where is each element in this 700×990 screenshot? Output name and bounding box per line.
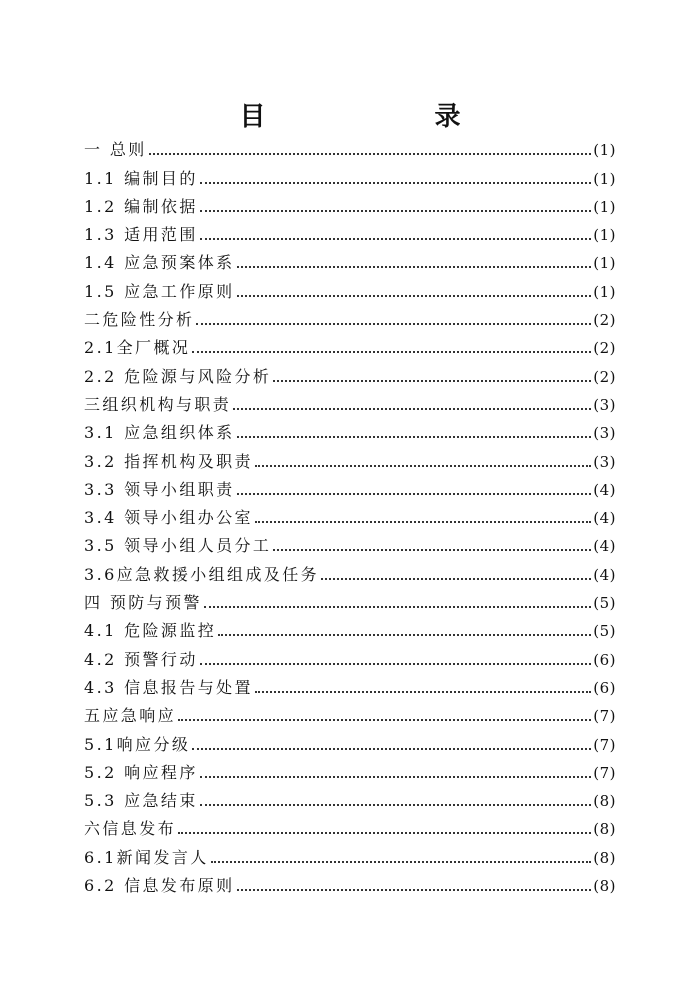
dot-leader xyxy=(149,136,592,164)
entry-page-number: (5) xyxy=(593,594,616,613)
toc-entry xyxy=(84,221,616,249)
entry-label: 二危险性分析 xyxy=(84,310,195,330)
entry-label: 1.4 应急预案体系 xyxy=(84,253,235,273)
toc-entry xyxy=(84,787,616,815)
dot-leader xyxy=(192,731,591,759)
entry-label: 1.2 编制依据 xyxy=(84,196,198,216)
dot-leader xyxy=(255,674,591,702)
entry-page-number: (3) xyxy=(593,395,616,414)
entry-label: 2.2 危险源与风险分析 xyxy=(84,366,272,386)
toc-entry xyxy=(84,277,616,305)
entry-label: 3.4 领导小组办公室 xyxy=(84,508,253,528)
toc-entry xyxy=(84,843,616,871)
entry-page-number: (8) xyxy=(593,820,616,839)
dot-leader xyxy=(218,617,591,645)
entry-label: 5.1响应分级 xyxy=(84,734,191,754)
entry-label: 1.1 编制目的 xyxy=(84,168,198,188)
entry-page-number: (4) xyxy=(593,537,616,556)
dot-leader xyxy=(200,646,592,674)
dot-leader xyxy=(200,165,592,193)
entry-label: 六信息发布 xyxy=(84,819,177,839)
dot-leader xyxy=(211,844,592,872)
entry-page-number: (1) xyxy=(593,226,616,245)
dot-leader xyxy=(200,787,592,815)
dot-leader xyxy=(273,532,591,560)
toc-entry xyxy=(84,617,616,645)
entry-label: 5.2 响应程序 xyxy=(84,762,198,782)
entry-page-number: (6) xyxy=(593,650,616,669)
entry-page-number: (8) xyxy=(593,877,616,896)
toc-entry xyxy=(84,419,616,447)
entry-page-number: (4) xyxy=(593,509,616,528)
dot-leader xyxy=(237,476,592,504)
entry-page-number: (4) xyxy=(593,480,616,499)
entry-label: 五应急响应 xyxy=(84,706,177,726)
entry-page-number: (2) xyxy=(593,339,616,358)
dot-leader xyxy=(200,221,592,249)
dot-leader xyxy=(196,306,591,334)
dot-leader xyxy=(237,249,592,277)
dot-leader xyxy=(237,419,592,447)
entry-label: 一 总则 xyxy=(84,140,147,160)
entry-page-number: (1) xyxy=(593,169,616,188)
entry-page-number: (7) xyxy=(593,763,616,782)
dot-leader xyxy=(192,334,591,362)
dot-leader xyxy=(255,448,591,476)
entry-label: 6.2 信息发布原则 xyxy=(84,876,235,896)
entry-label: 5.3 应急结束 xyxy=(84,791,198,811)
entry-label: 3.6应急救援小组组成及任务 xyxy=(84,564,320,584)
dot-leader xyxy=(178,815,591,843)
entry-page-number: (3) xyxy=(593,424,616,443)
entry-label: 1.5 应急工作原则 xyxy=(84,281,235,301)
toc-entry xyxy=(84,334,616,362)
toc-entry xyxy=(84,815,616,843)
dot-leader xyxy=(178,702,591,730)
toc-entry xyxy=(84,872,616,900)
dot-leader xyxy=(200,193,592,221)
toc-entry xyxy=(84,476,616,504)
entry-label: 3.1 应急组织体系 xyxy=(84,423,235,443)
toc-entry xyxy=(84,391,616,419)
entry-label: 3.2 指挥机构及职责 xyxy=(84,451,253,471)
entry-label: 四 预防与预警 xyxy=(84,593,202,613)
entry-label: 1.3 适用范围 xyxy=(84,225,198,245)
entry-page-number: (7) xyxy=(593,735,616,754)
toc-entry xyxy=(84,532,616,560)
toc-entry xyxy=(84,730,616,758)
entry-label: 2.1全厂概况 xyxy=(84,338,191,358)
toc-entry xyxy=(84,193,616,221)
toc-entry xyxy=(84,164,616,192)
toc-entry xyxy=(84,249,616,277)
entry-page-number: (1) xyxy=(593,141,616,160)
entry-label: 3.5 领导小组人员分工 xyxy=(84,536,272,556)
toc-entry xyxy=(84,674,616,702)
entry-label: 6.1新闻发言人 xyxy=(84,847,209,867)
dot-leader xyxy=(204,589,591,617)
entry-page-number: (1) xyxy=(593,197,616,216)
toc-entry xyxy=(84,759,616,787)
toc-entry xyxy=(84,362,616,390)
dot-leader xyxy=(200,759,592,787)
entry-page-number: (6) xyxy=(593,678,616,697)
toc-entry xyxy=(84,306,616,334)
entry-label: 4.3 信息报告与处置 xyxy=(84,677,253,697)
toc-entry xyxy=(84,589,616,617)
toc-entry xyxy=(84,504,616,532)
toc-entry xyxy=(84,136,616,164)
entry-page-number: (8) xyxy=(593,792,616,811)
toc-entry xyxy=(84,645,616,673)
dot-leader xyxy=(273,363,591,391)
entry-page-number: (3) xyxy=(593,452,616,471)
toc-entry xyxy=(84,560,616,588)
entry-page-number: (4) xyxy=(593,565,616,584)
dot-leader xyxy=(233,391,591,419)
dot-leader xyxy=(237,872,592,900)
toc-entry xyxy=(84,702,616,730)
dot-leader xyxy=(255,504,591,532)
entry-page-number: (5) xyxy=(593,622,616,641)
toc-entry xyxy=(84,447,616,475)
entry-label: 4.2 预警行动 xyxy=(84,649,198,669)
entry-page-number: (1) xyxy=(593,282,616,301)
entry-page-number: (2) xyxy=(593,311,616,330)
entry-page-number: (8) xyxy=(593,848,616,867)
entry-page-number: (1) xyxy=(593,254,616,273)
dot-leader xyxy=(321,561,591,589)
entry-label: 3.3 领导小组职责 xyxy=(84,479,235,499)
table-of-contents xyxy=(84,136,616,900)
entry-page-number: (7) xyxy=(593,707,616,726)
dot-leader xyxy=(237,278,592,306)
page-title: 目 录 xyxy=(239,102,541,132)
entry-page-number: (2) xyxy=(593,367,616,386)
entry-label: 4.1 危险源监控 xyxy=(84,621,217,641)
entry-label: 三组织机构与职责 xyxy=(84,394,232,414)
